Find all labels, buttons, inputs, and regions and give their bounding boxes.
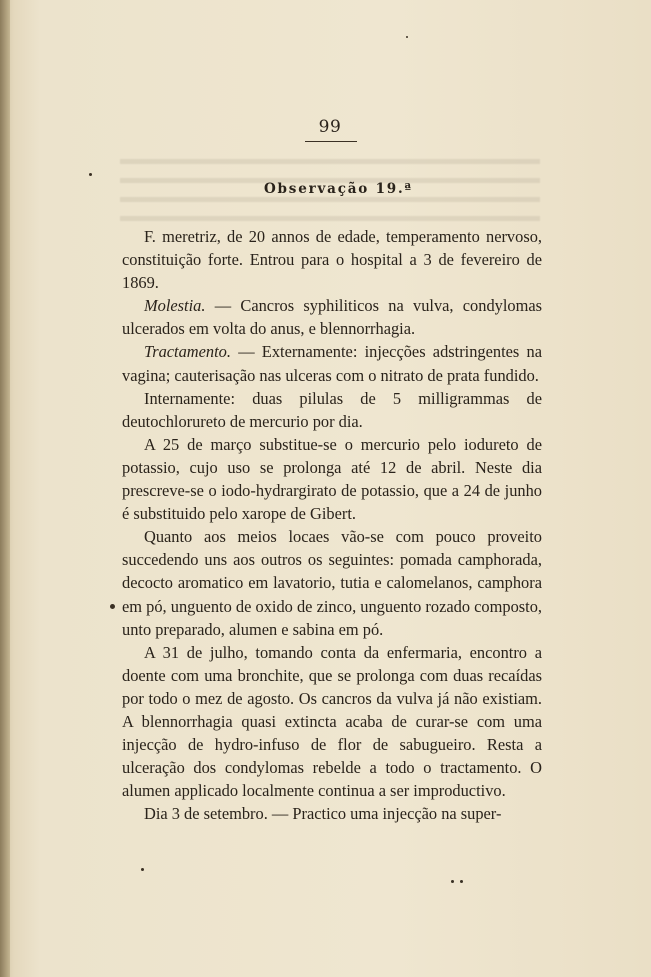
paragraph bbox=[122, 340, 542, 386]
paragraph bbox=[122, 525, 542, 640]
paragraph-text: Quanto aos meios locaes vão-se com pouco proveito succedendo uns aos outros os seguintes: pomada camphorada, decocto aromatico em lavatorio, tutia e calomelanos, camphora em pó, unguento de oxido de zinco, unguento rozado composto, unto preparado, alumen e sabina em pó. bbox=[122, 527, 542, 639]
paragraph bbox=[122, 802, 542, 825]
book-binding bbox=[0, 0, 10, 977]
observation-heading: Observação 19.ª bbox=[264, 181, 413, 197]
paragraph-text: A 31 de julho, tomando conta da enfermaria, encontro a doente com uma bronchite, que se prolonga com duas recaídas por todo o mez de agosto. Os cancros da vulva já não existiam. A blennorrhagia quasi extincta acaba de curar-se com uma injecção de hydro-infuso de flor de sabugueiro. Resta a ulceração dos condylomas rebelde a todo o tractamento. O alumen applicado localmente continua a ser improductivo. bbox=[122, 642, 542, 801]
paragraph-text: A 25 de março substitue-se o mercurio pelo iodureto de potassio, cujo uso se prolonga até 12 de abril. Neste dia prescreve-se o iodo-hydrargirato de potassio, que a 24 de junho é substituido pelo xarope de Gibert. bbox=[122, 434, 542, 524]
paragraph bbox=[122, 387, 542, 433]
section-label: Molestia. bbox=[144, 296, 206, 316]
paragraph-text: Dia 3 de setembro. — Practico uma injecção na super- bbox=[144, 804, 502, 824]
page-number: 99 bbox=[318, 117, 342, 137]
paragraph-text: — Cancros syphiliticos na vulva, condylomas ulcerados em volta do anus, e blennorrhagia. bbox=[122, 296, 542, 339]
paragraph-text: F. meretriz, de 20 annos de edade, temperamento nervoso, constituição forte. Entrou para o hospital a 3 de fevereiro de 1869. bbox=[122, 227, 542, 293]
section-label: Tractamento. bbox=[144, 342, 231, 362]
paragraph bbox=[122, 641, 542, 803]
page-number-rule bbox=[305, 141, 357, 142]
paragraph-text: — Externamente: injecções adstringentes na vagina; cauterisação nas ulceras com o nitrato de prata fundido. bbox=[122, 342, 542, 385]
paragraph bbox=[122, 225, 542, 294]
paragraph bbox=[122, 294, 542, 340]
body-text bbox=[122, 225, 542, 825]
paragraph-text: Internamente: duas pilulas de 5 milligrammas de deutochlorureto de mercurio por dia. bbox=[122, 388, 542, 431]
paragraph bbox=[122, 433, 542, 525]
